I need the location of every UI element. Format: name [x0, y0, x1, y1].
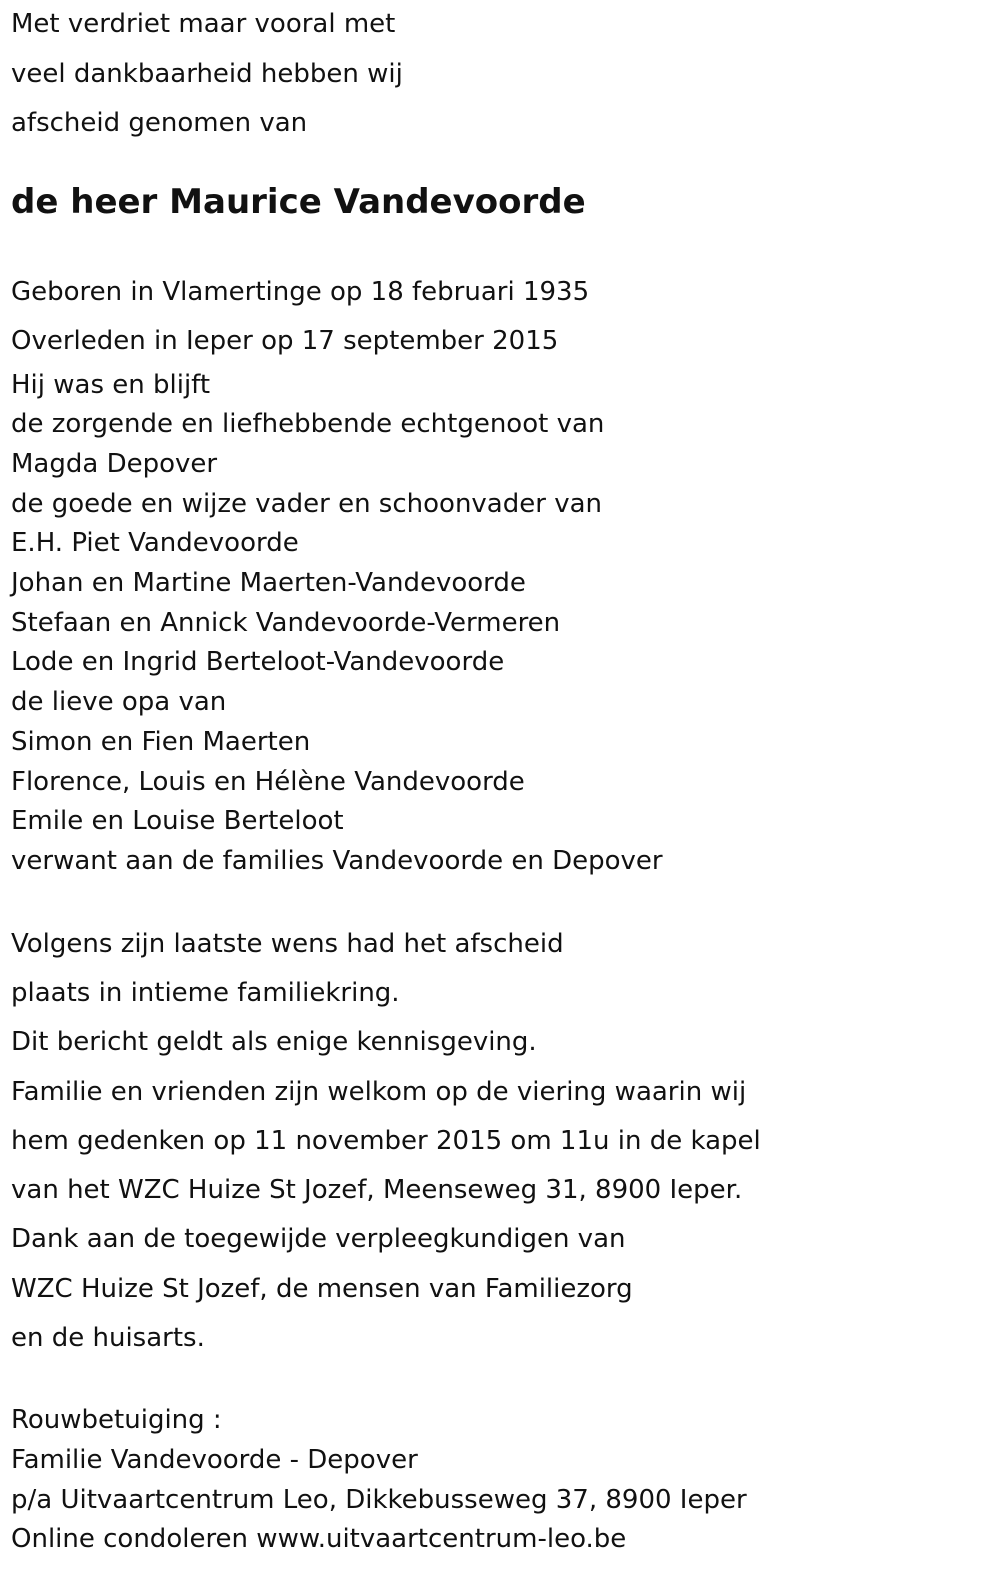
family-line: Stefaan en Annick Vandevoorde-Vermeren	[11, 607, 561, 638]
family-line: Simon en Fien Maerten	[11, 726, 311, 757]
family-line: Florence, Louis en Hélène Vandevoorde	[11, 766, 525, 797]
details-line: Dank aan de toegewijde verpleegkundigen van	[11, 1224, 626, 1255]
details-line: hem gedenken op 11 november 2015 om 11u in de kapel	[11, 1125, 761, 1156]
family-line: Emile en Louise Berteloot	[11, 806, 344, 837]
intro-text	[11, 0, 991, 149]
condolence-website: Online condoleren www.uitvaartcentrum-leo.be	[11, 1524, 627, 1555]
family-line: verwant aan de families Vandevoorde en Depover	[11, 845, 663, 876]
family-line: de goede en wijze vader en schoonvader van	[11, 488, 602, 519]
farewell-details	[11, 920, 991, 1364]
intro-line: Met verdriet maar vooral met	[11, 9, 396, 39]
birth-line: Geboren in Vlamertinge op 18 februari 1935	[11, 276, 590, 307]
death-line: Overleden in Ieper op 17 september 2015	[11, 325, 559, 356]
family-line: Johan en Martine Maerten-Vandevoorde	[11, 568, 526, 599]
family-line: de zorgende en liefhebbende echtgenoot van	[11, 409, 605, 440]
intro-line: veel dankbaarheid hebben wij	[11, 58, 403, 89]
details-line: Dit bericht geldt als enige kennisgeving.	[11, 1027, 537, 1058]
condolence-family: Familie Vandevoorde - Depover	[11, 1445, 418, 1476]
deceased-name: de heer Maurice Vandevoorde	[11, 181, 586, 222]
obituary-notice	[11, 0, 991, 1560]
details-line: plaats in intieme familiekring.	[11, 977, 400, 1008]
condolence-info	[11, 1401, 991, 1560]
details-line: van het WZC Huize St Jozef, Meenseweg 31, 8900 Ieper.	[11, 1175, 743, 1206]
details-line: en de huisarts.	[11, 1323, 205, 1354]
family-list	[11, 366, 991, 882]
intro-line: afscheid genomen van	[11, 108, 308, 138]
family-line: de lieve opa van	[11, 687, 227, 718]
family-line: Magda Depover	[11, 448, 218, 479]
details-line: Volgens zijn laatste wens had het afscheid	[11, 928, 564, 959]
family-line: Hij was en blijft	[11, 369, 211, 400]
details-line: Familie en vrienden zijn welkom op de viering waarin wij	[11, 1076, 747, 1107]
family-line: E.H. Piet Vandevoorde	[11, 528, 299, 559]
life-dates	[11, 268, 991, 366]
condolence-address: p/a Uitvaartcentrum Leo, Dikkebusseweg 37, 8900 Ieper	[11, 1484, 747, 1515]
condolence-heading: Rouwbetuiging :	[11, 1405, 222, 1436]
details-line: WZC Huize St Jozef, de mensen van Familiezorg	[11, 1273, 633, 1304]
family-line: Lode en Ingrid Berteloot-Vandevoorde	[11, 647, 505, 678]
